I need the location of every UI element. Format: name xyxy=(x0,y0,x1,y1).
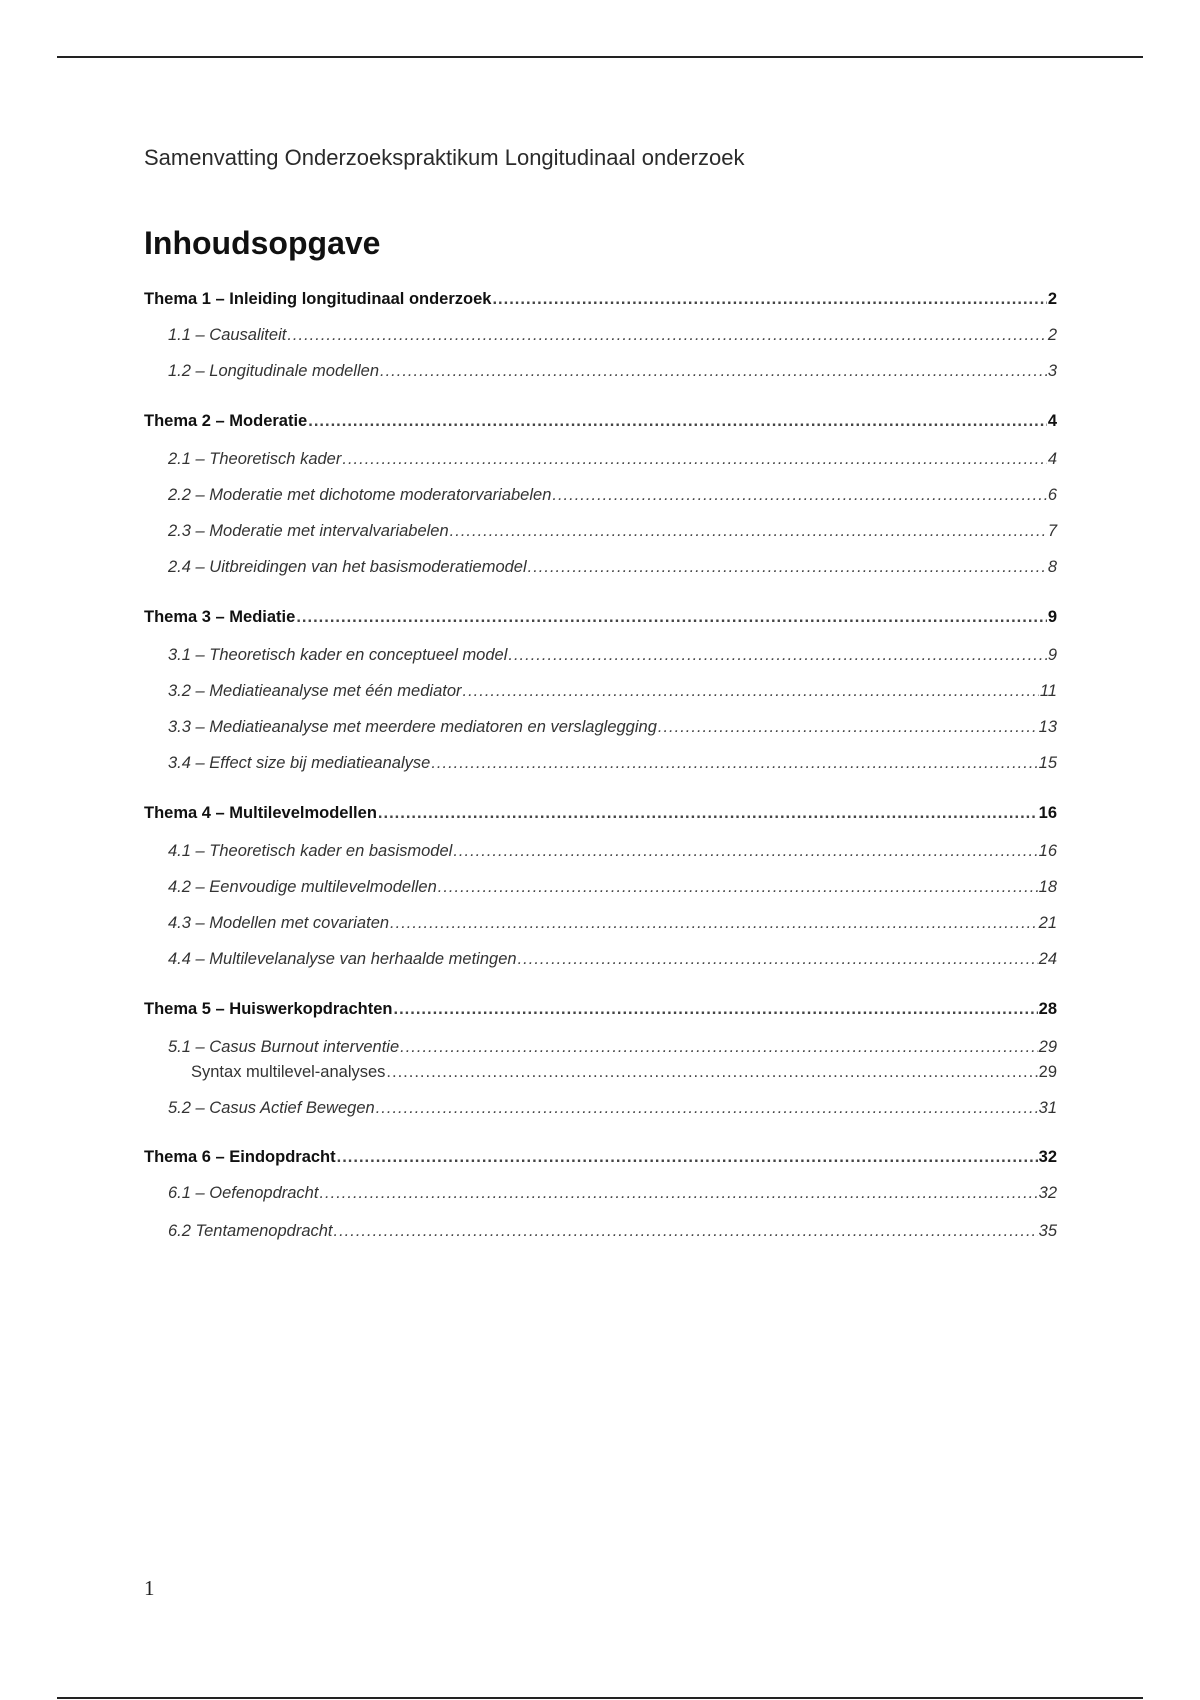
toc-entry-page: 31 xyxy=(1038,1099,1057,1117)
toc-entry-3-3[interactable] xyxy=(168,718,1057,737)
toc-entry-page: 16 xyxy=(1038,842,1057,860)
toc-entry-label: Syntax multilevel-analyses xyxy=(191,1063,386,1081)
document-subtitle: Samenvatting Onderzoekspraktikum Longitudinaal onderzoek xyxy=(144,145,745,170)
toc-entry-label: 1.1 – Causaliteit xyxy=(168,326,287,344)
toc-entry-page: 18 xyxy=(1038,878,1057,896)
toc-leader xyxy=(463,682,1039,701)
toc-entry-4-1[interactable] xyxy=(168,842,1057,861)
toc-entry-3-4[interactable] xyxy=(168,754,1057,773)
toc-entry-label: Thema 4 – Multilevelmodellen xyxy=(144,804,377,822)
toc-entry-2-2[interactable] xyxy=(168,486,1057,505)
toc-entry-page: 32 xyxy=(1038,1148,1057,1166)
toc-entry-label: 2.1 – Theoretisch kader xyxy=(168,450,342,468)
toc-entry-page: 2 xyxy=(1047,326,1057,344)
toc-entry-2-1[interactable] xyxy=(168,450,1057,469)
toc-entry-label: 2.2 – Moderatie met dichotome moderatorvariabelen xyxy=(168,486,552,504)
toc-entry-label: 3.2 – Mediatieanalyse met één mediator xyxy=(168,682,462,700)
toc-entry-label: 3.4 – Effect size bij mediatieanalyse xyxy=(168,754,431,772)
toc-entry-label: 4.1 – Theoretisch kader en basismodel xyxy=(168,842,453,860)
toc-entry-5-1-syntax[interactable] xyxy=(191,1063,1057,1082)
toc-entry-page: 9 xyxy=(1047,608,1057,626)
toc-leader xyxy=(394,1000,1038,1019)
toc-entry-3-2[interactable] xyxy=(168,682,1057,701)
toc-leader xyxy=(528,558,1047,577)
toc-entry-page: 2 xyxy=(1047,290,1057,308)
toc-entry-label: 3.3 – Mediatieanalyse met meerdere mediatoren en verslaglegging xyxy=(168,718,657,736)
toc-entry-page: 4 xyxy=(1047,450,1057,468)
toc-entry-label: 5.2 – Casus Actief Bewegen xyxy=(168,1099,375,1117)
toc-entry-5-2[interactable] xyxy=(168,1099,1057,1118)
toc-entry-label: 1.2 – Longitudinale modellen xyxy=(168,362,379,380)
toc-entry-thema-6[interactable] xyxy=(144,1148,1057,1167)
toc-entry-page: 35 xyxy=(1038,1222,1057,1240)
toc-entry-2-3[interactable] xyxy=(168,522,1057,541)
toc-entry-6-1[interactable] xyxy=(168,1184,1057,1203)
toc-entry-label: 4.4 – Multilevelanalyse van herhaalde metingen xyxy=(168,950,517,968)
toc-entry-label: Thema 1 – Inleiding longitudinaal onderzoek xyxy=(144,290,492,308)
toc-heading: Inhoudsopgave xyxy=(144,225,381,261)
toc-entry-label: 6.1 – Oefenopdracht xyxy=(168,1184,319,1202)
toc-entry-label: 6.2 Tentamenopdracht xyxy=(168,1222,333,1240)
toc-entry-4-3[interactable] xyxy=(168,914,1057,933)
toc-entry-page: 32 xyxy=(1038,1184,1057,1202)
toc-entry-thema-1[interactable] xyxy=(144,290,1057,309)
toc-entry-label: 4.3 – Modellen met covariaten xyxy=(168,914,390,932)
toc-entry-label: 5.1 – Casus Burnout interventie xyxy=(168,1038,400,1056)
toc-entry-page: 3 xyxy=(1047,362,1057,380)
toc-entry-label: 2.3 – Moderatie met intervalvariabelen xyxy=(168,522,449,540)
toc-leader xyxy=(380,362,1047,381)
page-number: 1 xyxy=(144,1576,155,1600)
toc-entry-3-1[interactable] xyxy=(168,646,1057,665)
toc-leader xyxy=(308,412,1047,431)
toc-entry-page: 9 xyxy=(1047,646,1057,664)
toc-entry-page: 11 xyxy=(1039,682,1057,700)
toc-leader xyxy=(508,646,1046,665)
toc-leader xyxy=(431,754,1037,773)
toc-leader xyxy=(453,842,1037,861)
footer-rule xyxy=(57,1697,1143,1699)
toc-leader xyxy=(492,290,1046,309)
toc-entry-page: 15 xyxy=(1038,754,1057,772)
toc-entry-4-4[interactable] xyxy=(168,950,1057,969)
toc-entry-label: Thema 5 – Huiswerkopdrachten xyxy=(144,1000,393,1018)
toc-entry-label: Thema 2 – Moderatie xyxy=(144,412,308,430)
toc-entry-label: 4.2 – Eenvoudige multilevelmodellen xyxy=(168,878,437,896)
toc-entry-page: 28 xyxy=(1038,1000,1057,1018)
toc-entry-thema-5[interactable] xyxy=(144,1000,1057,1019)
toc-leader xyxy=(296,608,1047,627)
toc-leader xyxy=(450,522,1047,541)
toc-entry-1-2[interactable] xyxy=(168,362,1057,381)
toc-entry-page: 21 xyxy=(1038,914,1057,932)
toc-entry-thema-2[interactable] xyxy=(144,412,1057,431)
toc-leader xyxy=(658,718,1038,737)
toc-leader xyxy=(386,1063,1037,1082)
toc-leader xyxy=(342,450,1046,469)
toc-leader xyxy=(400,1038,1038,1057)
toc-leader xyxy=(552,486,1046,505)
toc-entry-page: 16 xyxy=(1038,804,1057,822)
toc-entry-thema-3[interactable] xyxy=(144,608,1057,627)
toc-entry-page: 29 xyxy=(1038,1038,1057,1056)
toc-entry-page: 13 xyxy=(1038,718,1057,736)
toc-entry-page: 24 xyxy=(1038,950,1057,968)
toc-entry-label: 2.4 – Uitbreidingen van het basismoderatiemodel xyxy=(168,558,527,576)
toc-entry-1-1[interactable] xyxy=(168,326,1057,345)
toc-leader xyxy=(390,914,1038,933)
toc-entry-label: 3.1 – Theoretisch kader en conceptueel model xyxy=(168,646,508,664)
toc-entry-2-4[interactable] xyxy=(168,558,1057,577)
toc-leader xyxy=(378,804,1038,823)
toc-leader xyxy=(438,878,1038,897)
toc-entry-thema-4[interactable] xyxy=(144,804,1057,823)
toc-entry-page: 6 xyxy=(1047,486,1057,504)
toc-entry-4-2[interactable] xyxy=(168,878,1057,897)
toc-leader xyxy=(287,326,1046,345)
toc-leader xyxy=(518,950,1038,969)
toc-entry-label: Thema 6 – Eindopdracht xyxy=(144,1148,336,1166)
toc-entry-5-1[interactable] xyxy=(168,1038,1057,1057)
toc-leader xyxy=(337,1148,1038,1167)
toc-entry-6-2[interactable] xyxy=(168,1222,1057,1241)
toc-leader xyxy=(376,1099,1038,1118)
toc-entry-page: 8 xyxy=(1047,558,1057,576)
toc-entry-page: 7 xyxy=(1047,522,1057,540)
toc-entry-label: Thema 3 – Mediatie xyxy=(144,608,296,626)
toc-entry-page: 29 xyxy=(1038,1063,1057,1081)
toc-entry-page: 4 xyxy=(1047,412,1057,430)
toc-leader xyxy=(319,1184,1037,1203)
toc-leader xyxy=(334,1222,1038,1241)
